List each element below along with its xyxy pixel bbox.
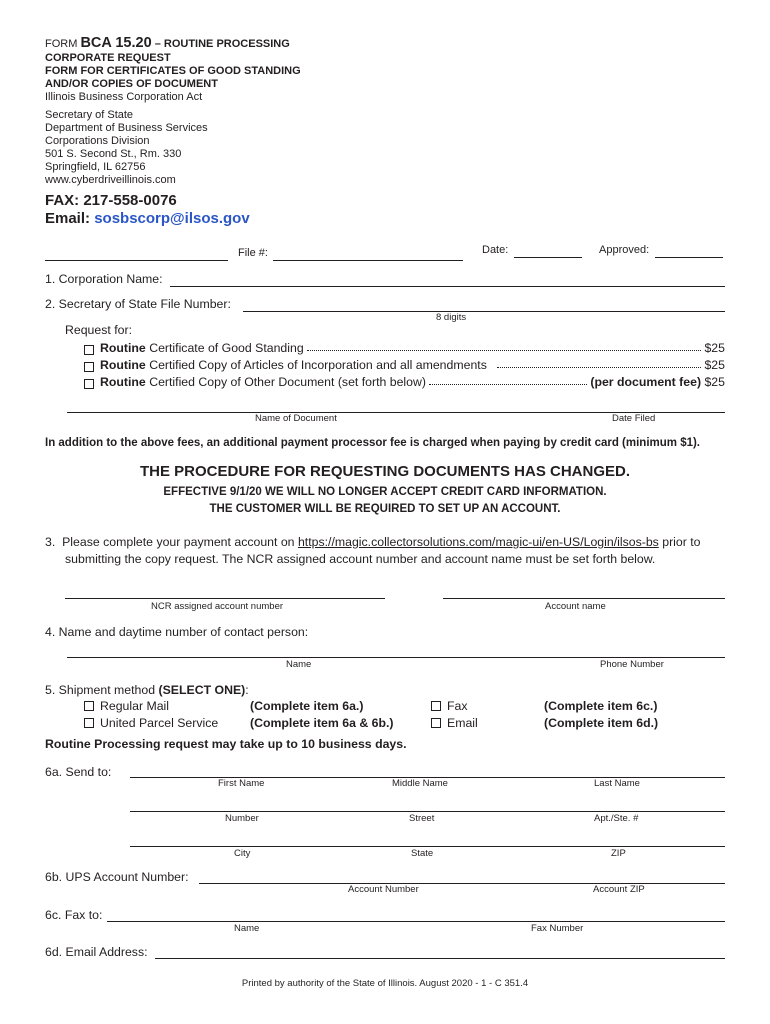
ups-account-field[interactable] — [199, 883, 725, 884]
form-title-2: FORM FOR CERTIFICATES OF GOOD STANDING — [45, 65, 301, 77]
first-name-caption: First Name — [218, 778, 265, 789]
phone-caption: Phone Number — [600, 659, 664, 670]
file-number-label: 2. Secretary of State File Number: — [45, 297, 231, 311]
shipment-option-fax[interactable]: Fax — [431, 699, 468, 713]
shipment-option-ups[interactable]: United Parcel Service — [84, 716, 218, 730]
file-label: File #: — [238, 247, 268, 259]
date-label: Date: — [482, 244, 509, 256]
shipment-option-email[interactable]: Email — [431, 716, 478, 730]
approved-label: Approved: — [599, 244, 650, 256]
checkbox[interactable] — [84, 701, 94, 711]
date-filed-caption: Date Filed — [612, 413, 656, 424]
city-caption: City — [234, 848, 251, 859]
checkbox[interactable] — [84, 362, 94, 372]
request-option[interactable]: Routine Certified Copy of Articles of Incorporation and all amendments $25 — [84, 358, 725, 372]
request-option[interactable]: Routine Certificate of Good Standing $25 — [84, 341, 725, 355]
address-line: Springfield, IL 62756 — [45, 161, 146, 173]
account-name-field[interactable] — [443, 598, 725, 599]
footer: Printed by authority of the State of Illinois. August 2020 - 1 - C 351.4 — [241, 978, 529, 989]
address-line: Department of Business Services — [45, 122, 208, 134]
fax-number-caption: Fax Number — [531, 923, 584, 934]
address-line: 501 S. Second St., Rm. 330 — [45, 148, 182, 160]
shipment-note: (Complete item 6c.) — [544, 699, 658, 713]
account-name-caption: Account name — [545, 601, 606, 612]
checkbox[interactable] — [431, 701, 441, 711]
number-caption: Number — [225, 813, 259, 824]
apt-caption: Apt./Ste. # — [594, 813, 639, 824]
ncr-caption: NCR assigned account number — [151, 601, 284, 612]
shipment-note: (Complete item 6a.) — [250, 699, 364, 713]
shipment-label: 5. Shipment method (SELECT ONE): — [45, 683, 249, 697]
routine-note: Routine Processing request may take up to 10 business days. — [45, 737, 407, 751]
middle-name-caption: Middle Name — [392, 778, 448, 789]
address-line: Corporations Division — [45, 135, 150, 147]
account-number-caption: Account Number — [348, 884, 419, 895]
last-name-caption: Last Name — [594, 778, 640, 789]
sos-file-number-field[interactable] — [243, 311, 725, 312]
email-address-field[interactable] — [155, 958, 725, 959]
form-title-1: CORPORATE REQUEST — [45, 52, 171, 64]
account-zip-caption: Account ZIP — [593, 884, 645, 895]
zip-caption: ZIP — [611, 848, 626, 859]
checkbox[interactable] — [84, 345, 94, 355]
corporation-name-field[interactable] — [170, 286, 725, 287]
act-name: Illinois Business Corporation Act — [45, 91, 203, 103]
form-id: FORM BCA 15.20 – ROUTINE PROCESSING — [45, 35, 290, 51]
request-option[interactable]: Routine Certified Copy of Other Document (set forth below) (per document fee) $25 — [84, 375, 725, 389]
approved-field[interactable] — [655, 257, 723, 258]
shipment-option-regular-mail[interactable]: Regular Mail — [84, 699, 169, 713]
address-line[interactable]: www.cyberdriveillinois.com — [45, 174, 176, 186]
document-name-caption: Name of Document — [255, 413, 337, 424]
notice-line: THE CUSTOMER WILL BE REQUIRED TO SET UP AN ACCOUNT. — [209, 503, 561, 515]
item-3-text-2: submitting the copy request. The NCR assigned account number and account name must be set forth below. — [65, 552, 656, 566]
fax-to-field[interactable] — [107, 921, 725, 922]
email-address-label: 6d. Email Address: — [45, 945, 148, 959]
fee-note: In addition to the above fees, an additional payment processor fee is charged when paying by credit card (minimum $1). — [45, 437, 701, 449]
digits-caption: 8 digits — [436, 312, 467, 323]
contact-label: 4. Name and daytime number of contact person: — [45, 625, 309, 639]
office-line[interactable] — [45, 260, 228, 261]
file-number-field[interactable] — [273, 260, 463, 261]
notice-heading: THE PROCEDURE FOR REQUESTING DOCUMENTS HAS CHANGED. — [139, 463, 631, 480]
fax-to-label: 6c. Fax to: — [45, 908, 103, 922]
send-to-label: 6a. Send to: — [45, 765, 112, 779]
payment-account-link[interactable]: https://magic.collectorsolutions.com/magic-ui/en-US/Login/ilsos-bs — [297, 535, 659, 549]
ncr-account-number-field[interactable] — [65, 598, 385, 599]
shipment-note: (Complete item 6a & 6b.) — [250, 716, 394, 730]
fax-name-caption: Name — [234, 923, 260, 934]
form-title-3: AND/OR COPIES OF DOCUMENT — [45, 78, 218, 90]
item-3-text: 3. Please complete your payment account on https://magic.collectorsolutions.com/magic-ui/en-US/Login/ilsos-bs prior to — [45, 535, 701, 549]
form-number: BCA 15.20 — [80, 35, 152, 51]
notice-line: EFFECTIVE 9/1/20 WE WILL NO LONGER ACCEPT CREDIT CARD INFORMATION. — [163, 486, 607, 498]
checkbox[interactable] — [431, 718, 441, 728]
ups-account-label: 6b. UPS Account Number: — [45, 870, 189, 884]
email-line: Email: sosbscorp@ilsos.gov — [45, 210, 250, 227]
checkbox[interactable] — [84, 718, 94, 728]
shipment-note: (Complete item 6d.) — [544, 716, 659, 730]
name-caption: Name — [286, 659, 312, 670]
street-address-field[interactable] — [130, 811, 725, 812]
checkbox[interactable] — [84, 379, 94, 389]
street-caption: Street — [409, 813, 435, 824]
city-state-zip-field[interactable] — [130, 846, 725, 847]
address-line: Secretary of State — [45, 109, 134, 121]
corporation-name-label: 1. Corporation Name: — [45, 272, 163, 286]
date-field[interactable] — [514, 257, 582, 258]
state-caption: State — [411, 848, 434, 859]
fax-number: FAX: 217-558-0076 — [45, 192, 177, 209]
contact-field[interactable] — [67, 657, 725, 658]
request-for-label: Request for: — [65, 323, 132, 337]
email-link[interactable]: sosbscorp@ilsos.gov — [94, 210, 250, 227]
